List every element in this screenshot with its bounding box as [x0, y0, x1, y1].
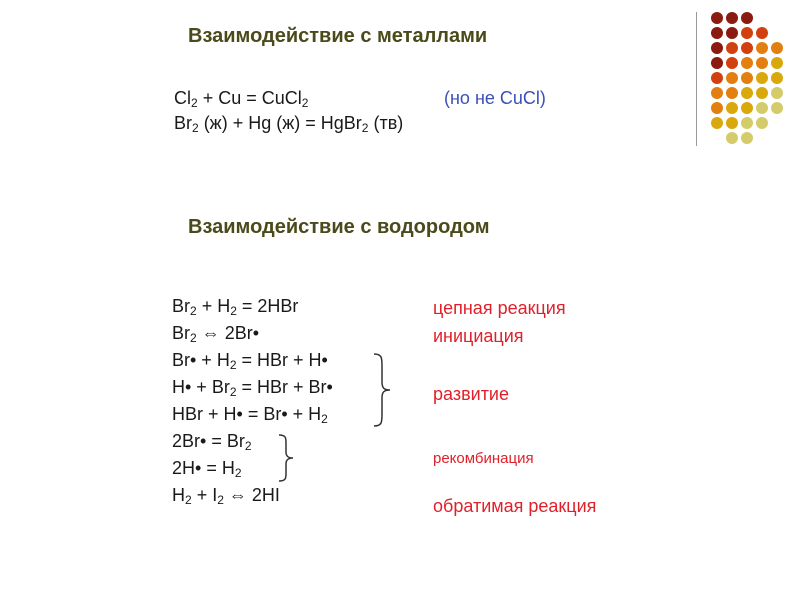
decorative-dot	[711, 87, 723, 99]
note-recombination: рекомбинация	[433, 450, 534, 467]
decorative-dot	[756, 27, 768, 39]
brace-propagation	[370, 352, 394, 428]
decorative-dot	[726, 27, 738, 39]
decorative-dot	[741, 132, 753, 144]
decorative-dot	[711, 12, 723, 24]
decorative-dot	[741, 12, 753, 24]
note-initiation: инициация	[433, 326, 524, 346]
section-title-metals: Взаимодействие с металлами	[188, 25, 488, 47]
equation-br2-hg: $Br_2$ (ж) + Hg (ж) = HgBr$_2$ (тв)	[174, 113, 404, 135]
decorative-dot	[741, 72, 753, 84]
divider-line	[696, 12, 697, 146]
decorative-dot	[726, 12, 738, 24]
decorative-dot	[741, 102, 753, 114]
section-title-hydrogen: Взаимодействие с водородом	[188, 216, 490, 238]
decorative-dot	[756, 72, 768, 84]
decorative-dot	[711, 102, 723, 114]
decorative-dot	[711, 27, 723, 39]
decorative-dot	[771, 72, 783, 84]
decorative-dot	[756, 87, 768, 99]
decorative-dot	[741, 117, 753, 129]
decorative-dot	[711, 57, 723, 69]
note-chain-reaction: цепная реакция	[433, 298, 566, 318]
decorative-dot	[756, 102, 768, 114]
equation-line-6: 2Br• = $Br_2$	[172, 431, 252, 453]
decorative-dot	[756, 42, 768, 54]
decorative-dot	[726, 117, 738, 129]
equation-line-5: HBr + H• = Br• + $H_2$	[172, 404, 328, 426]
decorative-dot	[726, 87, 738, 99]
equation-line-8: $H_2 + I_2$ ⇔ 2HI	[172, 485, 280, 507]
equation-line-7: 2H• = $H_2$	[172, 458, 242, 480]
decorative-dot	[726, 72, 738, 84]
decorative-dot	[756, 117, 768, 129]
decorative-dot	[756, 57, 768, 69]
decorative-dot	[711, 72, 723, 84]
equation-line-2: $Br_2$ ⇔ 2Br•	[172, 323, 260, 345]
decorative-dot	[741, 42, 753, 54]
equation-cl2-cu: $Cl_2 + Cu$ = CuCl$_2$	[174, 88, 309, 110]
note-reversible-reaction: обратимая реакция	[433, 496, 597, 516]
decorative-dot	[726, 102, 738, 114]
decorative-dot	[771, 42, 783, 54]
decorative-dot	[741, 27, 753, 39]
equation-line-3: Br• + $H_2$ = HBr + H•	[172, 350, 328, 372]
note-propagation: развитие	[433, 384, 509, 404]
note-not-cucl: (но не CuCl)	[444, 88, 546, 108]
decorative-dot	[741, 57, 753, 69]
equation-line-4: H• + $Br_2$ = HBr + Br•	[172, 377, 333, 399]
decorative-dot	[771, 57, 783, 69]
decorative-dot	[711, 42, 723, 54]
decorative-dot	[726, 57, 738, 69]
decorative-dot	[771, 102, 783, 114]
decorative-dot	[741, 87, 753, 99]
decorative-dot	[711, 117, 723, 129]
decorative-dot	[726, 42, 738, 54]
decorative-dot	[771, 87, 783, 99]
equation-line-1: $Br_2 + H_2 = 2HBr$	[172, 296, 299, 318]
decorative-dot	[726, 132, 738, 144]
brace-recombination	[276, 433, 296, 483]
